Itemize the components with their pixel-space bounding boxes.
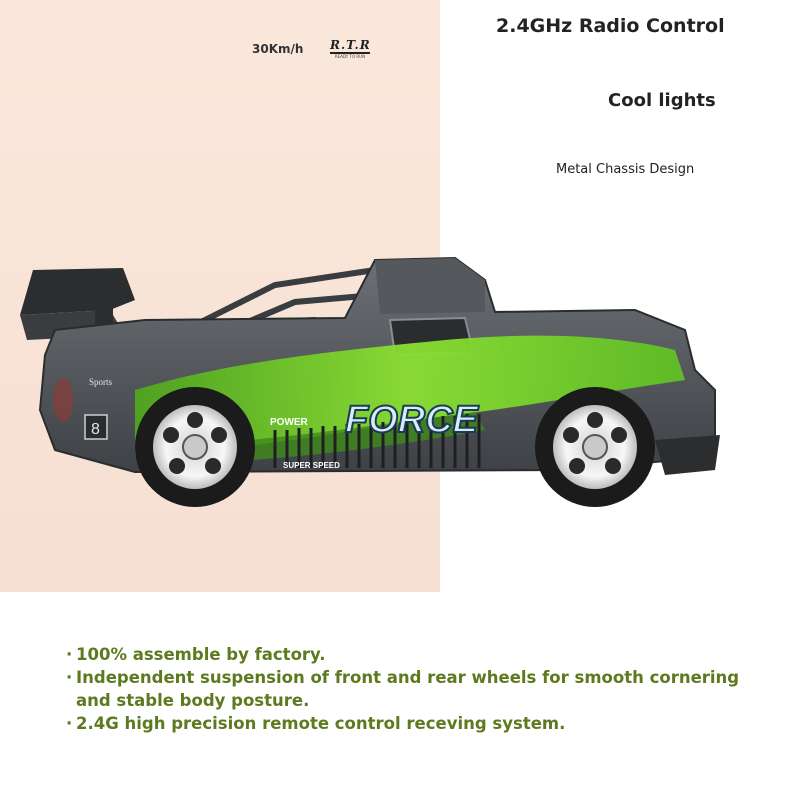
rear-light [53,378,73,422]
bullet-text: Independent suspension of front and rear wheels for smooth cornering [76,668,740,687]
feature-radio-control: 2.4GHz Radio Control [496,15,725,37]
front-wheel [535,387,655,507]
bullet-marker: · [66,714,73,733]
feature-cool-lights: Cool lights [608,90,716,111]
rc-car-image [15,240,735,520]
bullet-text: and stable body posture. [76,691,310,710]
feature-bullet-list [66,643,766,735]
bullet-item [66,712,766,735]
bullet-text: 100% assemble by factory. [76,645,326,664]
rtr-badge [328,38,372,60]
feature-metal-chassis: Metal Chassis Design [556,162,695,177]
car-power-badge: POWER [270,417,308,428]
car-force-text: FORCE [345,399,478,441]
bullet-item-continuation [66,689,766,712]
bullet-marker: · [66,645,73,664]
rtr-badge-text: R.T.R [330,38,371,52]
car-number: 8 [91,421,100,438]
bullet-item [66,643,766,666]
front-splitter [655,435,720,475]
car-speed-badge: SUPER SPEED [283,461,340,470]
car-rear-badge: Sports [89,377,113,387]
car-cab [375,258,485,314]
speed-label: 30Km/h [252,42,304,56]
bullet-text: 2.4G high precision remote control receving system. [76,714,566,733]
rear-wheel [135,387,255,507]
bullet-marker: · [66,668,73,687]
rc-car-illustration [15,240,735,520]
rtr-badge-subtitle: READY TO RUN [334,54,366,59]
bullet-item [66,666,766,689]
